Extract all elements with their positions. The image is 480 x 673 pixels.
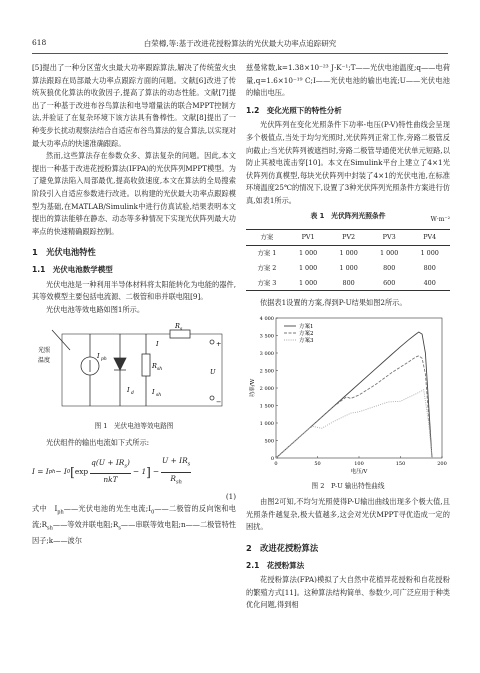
paragraph: 光伏组件的输出电流如下式所示: [46,437,150,447]
rs-label: R [175,322,180,331]
minus-label: − [216,398,222,407]
symbol-text: ——二极管的反向饱和电流;R [32,504,236,530]
table-cell: 600 [369,276,410,291]
eq-sub: ph [48,468,56,475]
table-header-cell: PV3 [369,229,410,246]
series-line [276,332,432,458]
page-header [32,38,448,52]
y-tick-label: 500 [264,438,274,445]
legend-label: 方案1 [299,323,314,330]
table-row [246,276,450,291]
y-tick-label: 3 000 [259,350,274,357]
y-axis-label: 功率/W [250,378,256,397]
pu-chart [246,312,450,478]
light-label: 光照 [38,347,51,355]
subsection-heading: 2.1 花授粉算法 [246,560,305,570]
ish-sub: sh [156,393,162,399]
series-line [276,355,432,457]
right-column [246,62,450,612]
paragraph: 光伏阵列在变化光照条件下功率-电压(P-V)特性曲线会呈现多个极值点,当处于均匀光照时,光伏阵列正常工作,旁路二极管反向截止;当光伏阵列被遮挡时,旁路二极管导通使光伏单元短路,以防止其被电流击穿[10]。本文在Simulink平台上建立了4×1光伏阵列仿真模型,每块光伏阵列中封装了4×1的光伏电池,在标准环境温度25℃的情况下,设置了3种光伏阵列光照条件方案进行仿真,如表1所示。 [246,120,450,205]
chart-svg [246,312,450,478]
table-header-cell: PV4 [409,229,450,246]
table-cell: 方案 3 [246,276,288,291]
y-tick-label: 2 500 [259,368,274,375]
eq-lhs: I = I [32,466,49,476]
subsection-heading: 1.2 变化光照下的特性分析 [246,105,342,115]
x-tick-label: 200 [437,460,447,467]
table-body [246,246,450,291]
symbol-text: ——串联等效电阻;n——二极管特性因子;k——波尔 [32,520,236,546]
eq-exp: exp [74,466,89,476]
page-number: 618 [32,38,47,47]
series-line [276,389,432,457]
x-tick-label: 100 [354,460,364,467]
plus-label: + [216,340,222,349]
figure-caption: 图 1 光伏电池等效电路图 [94,422,174,431]
paragraph: 光伏电池等效电路如图1所示。 [46,304,145,314]
table-cell: 1 000 [339,263,358,272]
eq-sub: 0 [66,468,71,475]
ish-label: I [152,388,155,397]
symbol-text: 式中 I [32,504,58,514]
symbol-list: 式中 $I_{ph}——$光伏电池的光生电流$;I_0——$二极管的反向饱和电流$;R_{sh}——$等效并联电阻$;R_s——$串联等效电阻;n——二极管特性因子;k——波尔 [32,504,236,546]
header-rule [32,53,448,54]
section-heading: 1 光伏电池特性 [32,247,96,258]
iph-label: I [97,352,100,361]
running-title: 白荣樽,等:基于改进花授粉算法的光伏最大功率点追踪研究 [143,39,337,48]
symbol-text: ——光伏电池的光生电流;I [63,504,152,514]
table-cell: 400 [409,276,450,291]
eq-sub: s [124,463,128,470]
eq-sub: s [187,461,191,468]
eq-rhs-num2: R [182,456,188,466]
id-label: I [127,386,130,395]
illumination-table [246,229,450,291]
rs-sub: s [180,327,183,333]
table-cell: 800 [423,263,436,272]
table-caption: 表 1 光伏阵列光照条件 [310,211,386,220]
table-row [246,246,450,261]
paragraph: 由图2可知,不均匀光照使得P-U输出曲线出现多个极大值,且光照条件越复杂,极大值越多,这会对光伏MPPT寻优造成一定的困扰。 [246,497,450,532]
table-header-cell: 方案 [246,229,288,246]
eq-num: q(U + I [91,458,119,468]
eq-minus-one: − 1 [132,466,147,476]
table-row [246,261,450,276]
eq-rhs-num: U + I [162,456,183,466]
table-cell: 1 000 [420,249,439,258]
symbol-text: ——等效并联电阻;R [52,520,119,530]
y-tick-label: 1 500 [259,403,274,410]
section-heading: 2 改进花授粉算法 [246,543,319,554]
y-tick-label: 2 000 [259,385,274,392]
eq-num3: ) [127,458,130,468]
table-header-cell: PV2 [328,229,369,246]
table-cell: 1 000 [298,263,318,272]
figure-caption: 图 2 P-U 输出特性曲线 [311,481,385,490]
y-tick-label: 1 000 [259,420,274,427]
y-tick-label: 0 [270,455,274,462]
paragraph: 花授粉算法(FPA)模拟了大自然中花植异花授粉和自花授粉的繁殖方式[11]。这种算法结构简单、参数少,可广泛应用于种类优化问题,得到相 [246,575,450,610]
paragraph: 兹曼常数,k=1.38×10⁻²³ J·K⁻¹;T——光伏电池温度;q——电荷量,q=1.6×10⁻¹⁹ C;I——光伏电池的输出电流;U——光伏电池的输出电压。 [246,63,450,98]
table-cell: 800 [328,276,369,291]
table-header-cell: PV1 [288,229,329,246]
table-cell: 1 000 [380,249,399,258]
eq-den: nkT [103,475,118,485]
x-tick-label: 0 [274,460,278,467]
x-axis-label: 电压/V [350,468,368,475]
equation: I = I ph − I 0 [ exp $q(U + IR_s)$ nkT − 1 ] − $U + IR_s$ $R_{sh}$ [32,456,191,485]
table-cell: 1 000 [298,249,318,258]
equivalent-circuit-figure [32,320,236,416]
eq-sub: sh [175,479,182,485]
legend-label: 方案3 [299,337,314,344]
x-tick-label: 50 [314,460,321,467]
i-label: I [156,340,159,349]
table-header-row [246,229,450,246]
eq-i0: − I [55,466,67,476]
y-tick-label: 3 500 [259,333,274,340]
paragraph: 然而,这些算法存在参数众多、算法复杂的问题。因此,本文提出一种基于改进花授粉算法(IFPA)的光伏阵列MPPT模型。为了避免算法陷入局部最优,提高收敛速度,本文在算法的全局搜索阶段引入自适应参数进行改进。以构建的光伏最大功率点跟踪模型为基础,在MATLAB/Simulink中进行仿真试验,结果表明本文提出的算法能够在静态、动态等多种情况下实现光伏阵列最大功率点的快速精确跟踪控制。 [32,151,236,236]
subsection-heading: 1.1 光伏电池数学模型 [32,264,113,274]
legend-label: 方案2 [299,330,314,337]
table-cell: 方案 1 [257,249,277,258]
paragraph: 依据表1设置的方案,得到P-U结果如图2所示。 [260,298,407,308]
table-cell: 方案 2 [257,263,277,272]
table-cell: 1 000 [288,276,329,291]
table-unit: W·m⁻² [430,216,450,224]
u-label: U [210,368,216,377]
iph-sub: ph [101,357,107,363]
left-column [32,62,236,548]
eq-num2: R [118,458,125,468]
equation-number: (1) [225,491,236,501]
circuit-diagram [32,320,236,416]
table-cell: 800 [383,263,396,272]
paragraph: [5]提出了一种分区萤火虫最大功率跟踪算法,解决了传统萤火虫算法跟踪在局部最大功率点跟踪方面的问题。文献[6]改进了传统灰狼优化算法的收敛因子,提高了算法的动态性能。文献[7]提出了一种基于改进布谷鸟算法和电导增量法的联合MPPT控制方法,并验证了在复杂环境下该方法具有鲁棒性。文献[8]提出了一种变步长扰动观察法结合自适应布谷鸟算法的复合算法,以实现对最大功率点的快速准确跟踪。 [32,63,236,148]
rsh-label: R [152,362,157,371]
rsh-sub: sh [157,367,163,373]
eq-rhs-den: R [170,473,176,483]
id-sub: d [131,391,134,397]
y-tick-label: 4 000 [259,315,274,322]
paragraph: 光伏电池是一种利用半导体材料将太阳能转化为电能的器件,其等效模型主要包括电流源、二极管和串并联电阻[9]。 [32,279,236,302]
temp-label: 温度 [38,357,51,365]
x-tick-label: 150 [395,460,406,467]
table-cell: 1 000 [339,249,358,258]
